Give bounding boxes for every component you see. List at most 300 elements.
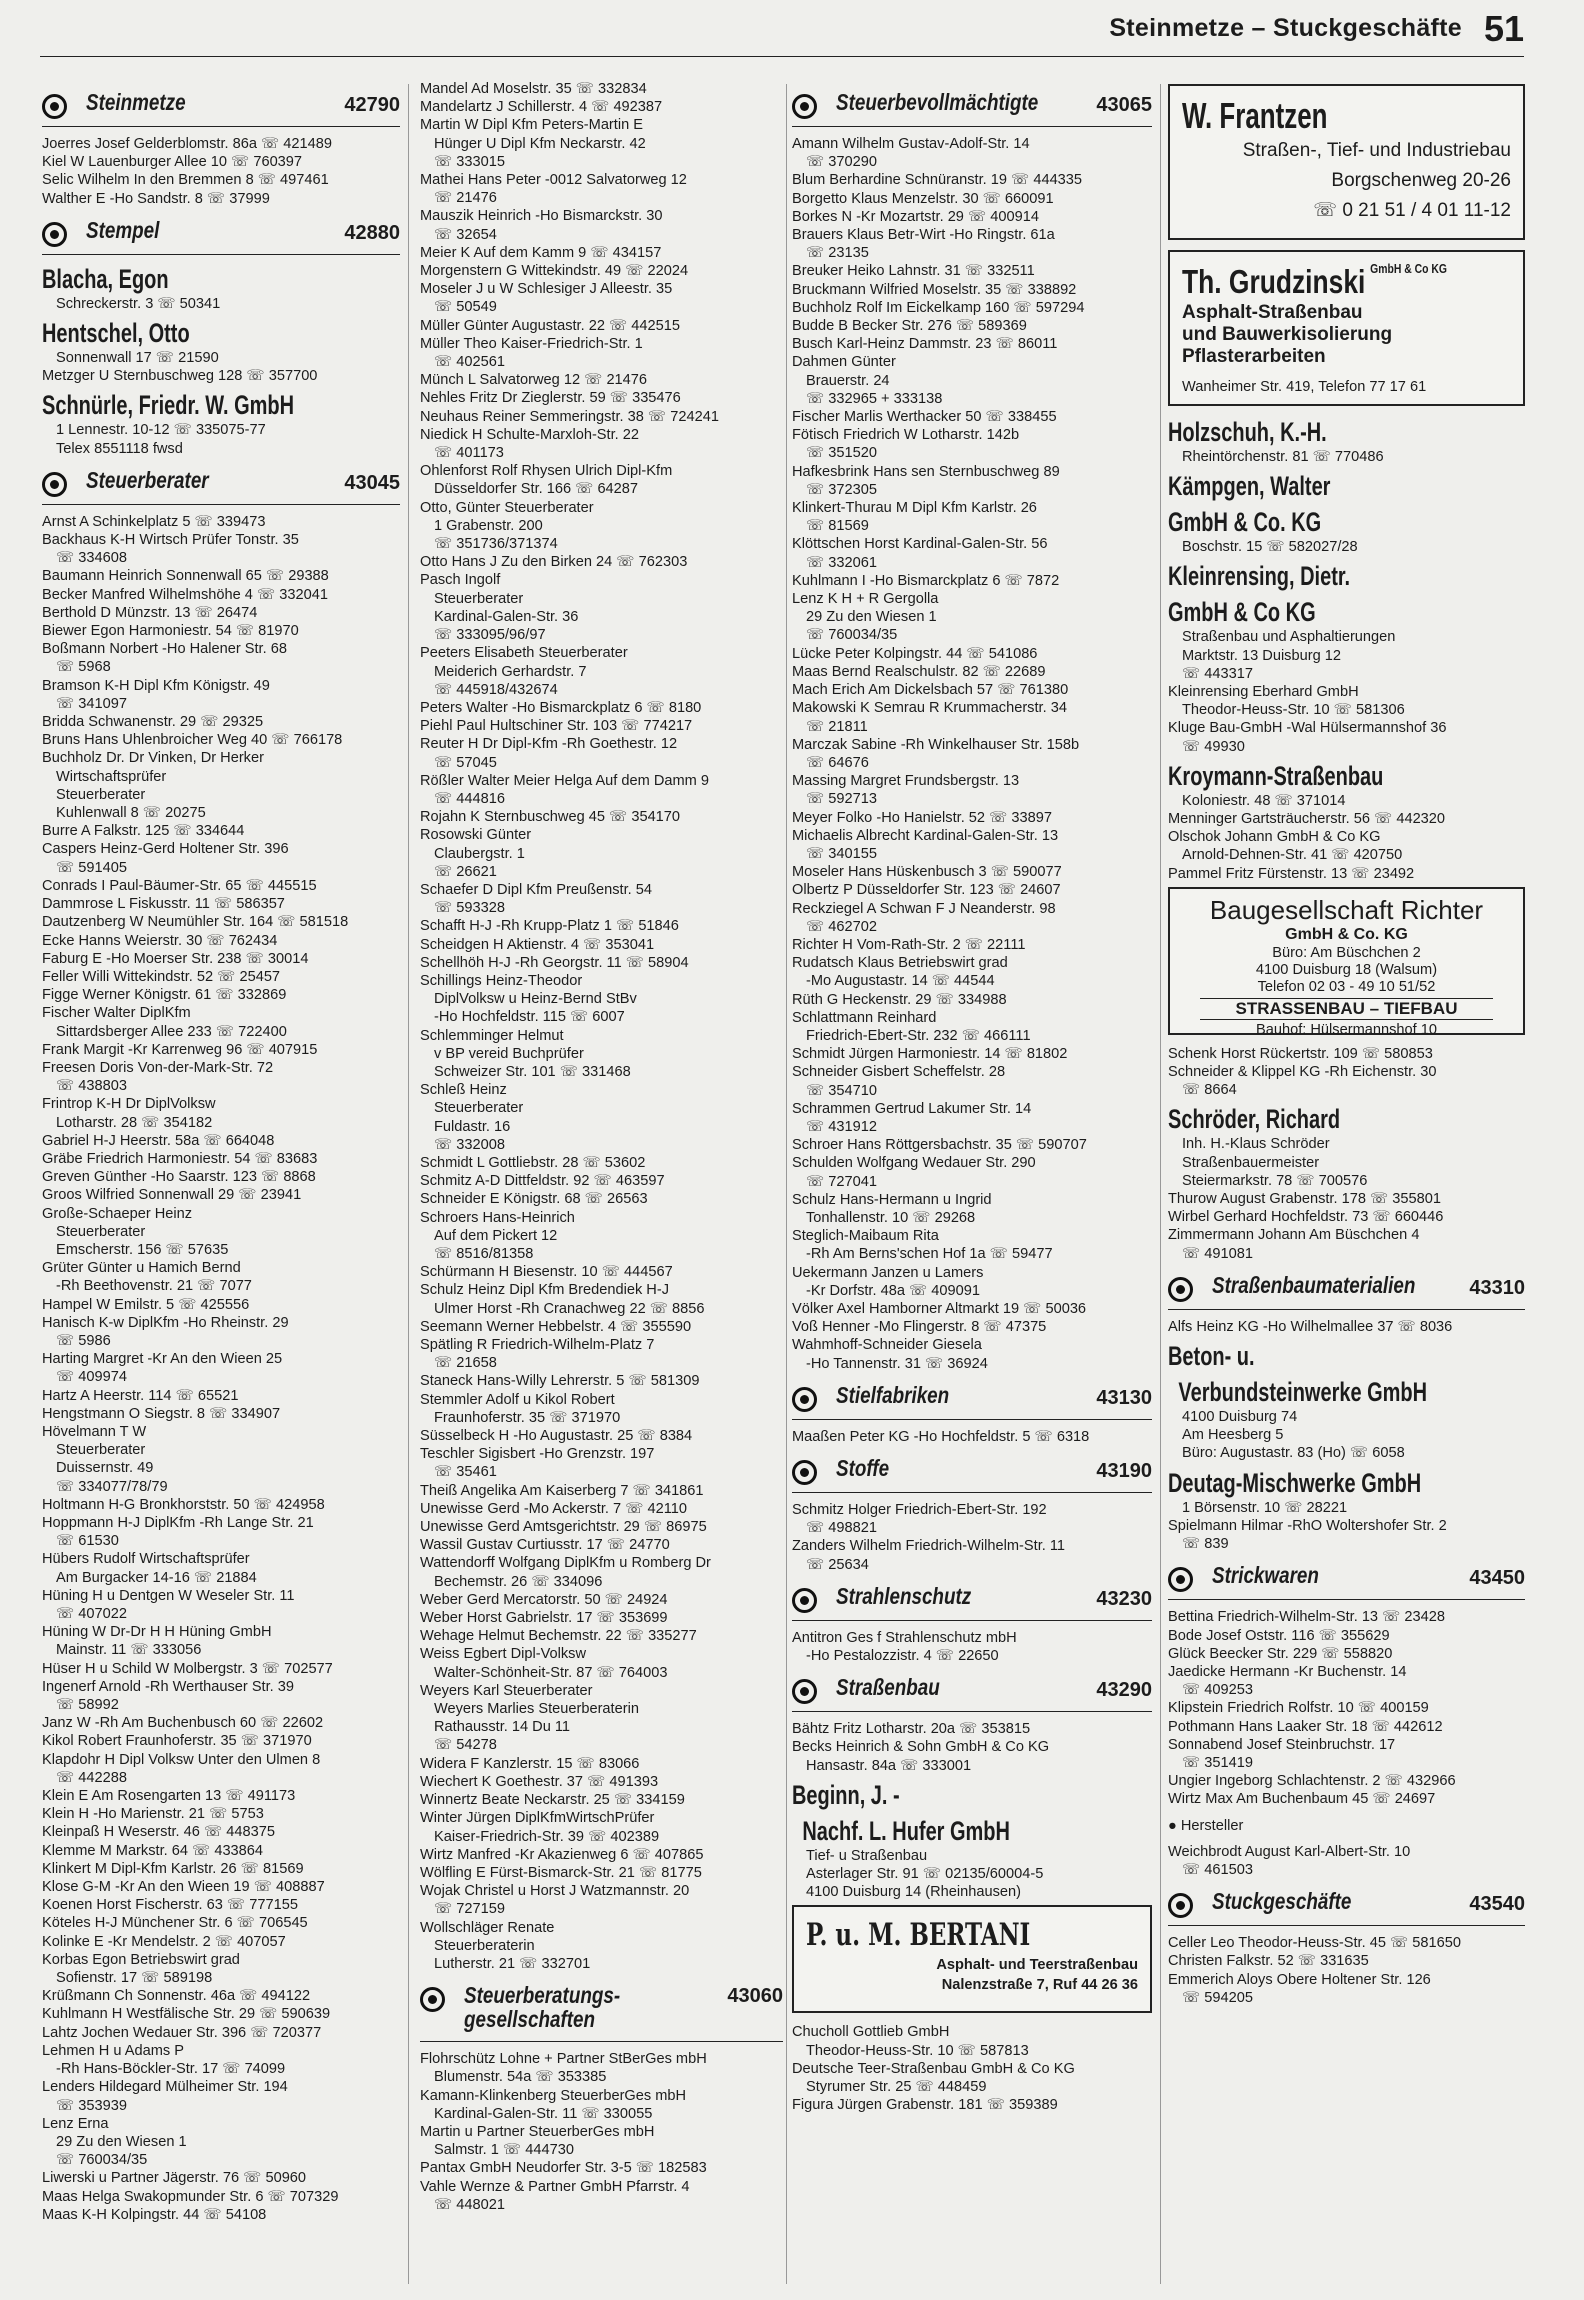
listing-entry: Becker Manfred Wilhelmshöhe 4 ☏ 332041 [42, 586, 328, 603]
listing-entry: Weichbrodt August Karl-Albert-Str. 10 [1168, 1843, 1411, 1860]
listing-entry: Winter Jürgen DiplKfmWirtschPrüfer [420, 1810, 655, 1827]
listing-entry: Rojahn K Sternbuschweg 45 ☏ 354170 [420, 809, 681, 826]
listing-entry: Theodor-Heuss-Str. 10 ☏ 587813 [806, 2042, 1029, 2059]
listing-entry: Schürmann H Biesenstr. 10 ☏ 444567 [420, 1264, 673, 1281]
section-bullet-icon [42, 222, 67, 247]
listing-entry: Pothmann Hans Laaker Str. 18 ☏ 442612 [1168, 1718, 1443, 1735]
listing-entry: ☏ 23135 [806, 245, 869, 262]
listing-entry: Steuerberaterin [434, 1937, 535, 1954]
listing-entry: Bridda Schwanenstr. 29 ☏ 29325 [42, 714, 264, 731]
listing-entry: Hübers Rudolf Wirtschaftsprüfer [42, 1551, 250, 1568]
listing-entry: Wassil Gustav Curtiusstr. 17 ☏ 24770 [420, 1537, 670, 1554]
listing-entry: DiplVolksw u Heinz-Bernd StBv [434, 991, 637, 1008]
listing-entry: ☏ 58992 [56, 1697, 119, 1714]
listing-entry: Brauers Klaus Betr-Wirt -Ho Ringstr. 61a [792, 227, 1055, 244]
listing-entry: ☏ 443317 [1182, 665, 1254, 682]
listing-entry: Unewisse Gerd Amtsgerichtstr. 29 ☏ 86975 [420, 1519, 707, 1536]
section-code: 43230 [1096, 1587, 1152, 1610]
listing-entry: Hampel W Emilstr. 5 ☏ 425556 [42, 1296, 250, 1313]
listing-entry: Rosowski Günter [420, 827, 532, 844]
listing-entry: Fischer Walter DiplKfm [42, 1005, 191, 1022]
page-number: 51 [1483, 8, 1524, 49]
listing-entry: Bruckmann Wilfried Moselstr. 35 ☏ 338892 [792, 281, 1077, 298]
section-title: Straßenbaumaterialien [1212, 1271, 1416, 1298]
listing-entry: ☏ 21811 [806, 718, 868, 735]
listing-entry: Martin W Dipl Kfm Peters-Martin E [420, 117, 643, 134]
listing-entry: 1 Grabenstr. 200 [434, 517, 543, 534]
listing-entry: ☏ 351736/371374 [434, 536, 558, 553]
section-title: Stoffe [836, 1455, 890, 1482]
section-code: 43130 [1096, 1386, 1152, 1409]
section-bullet-icon [1168, 1277, 1193, 1302]
listing-entry: Theodor-Heuss-Str. 10 ☏ 581306 [1182, 702, 1405, 719]
advert-line: Büro: Am Büschchen 2 [1272, 944, 1421, 961]
listing-entry: Richter H Vom-Rath-Str. 2 ☏ 22111 [792, 936, 1026, 953]
listing-entry: Inh. H.-Klaus Schröder [1182, 1136, 1330, 1153]
listing-entry: Christen Falkstr. 52 ☏ 331635 [1168, 1953, 1369, 1970]
listing-entry: ☏ 21658 [434, 1355, 497, 1372]
listing-entry: Lotharstr. 28 ☏ 354182 [56, 1114, 213, 1131]
listing-entry: Grüter Günter u Hamich Bernd [42, 1260, 241, 1277]
listing-entry: Ohlenforst Rolf Rhysen Ulrich Dipl-Kfm [420, 463, 673, 480]
listing-entry: 29 Zu den Wiesen 1 [806, 609, 937, 626]
listing-entry: Teschler Sigisbert -Ho Grenzstr. 197 [420, 1446, 655, 1463]
listing-entry: Telex 8551118 fwsd [56, 440, 183, 457]
section-code: 42790 [344, 94, 400, 116]
listing-entry: Klemme M Markstr. 64 ☏ 433864 [42, 1842, 264, 1859]
section-header [792, 1452, 1152, 1493]
advert-legal-form: GmbH & Co. KG [1285, 925, 1408, 943]
listing-entry: Frintrop K-H Dr DiplVolksw [42, 1096, 216, 1113]
bold-listing: Kleinrensing, Dietr. [1168, 561, 1351, 592]
listing-entry: ☏ 594205 [1182, 1989, 1254, 2006]
column-divider [408, 84, 409, 2284]
listing-entry: Breuker Heiko Lahnstr. 31 ☏ 332511 [792, 263, 1035, 280]
listing-entry: Scheidgen H Aktienstr. 4 ☏ 353041 [420, 936, 655, 953]
listing-entry: Schlattmann Reinhard [792, 1009, 937, 1026]
listing-entry: Selic Wilhelm In den Bremmen 8 ☏ 497461 [42, 172, 329, 189]
listing-entry: -Ho Tannenstr. 31 ☏ 36924 [806, 1355, 988, 1372]
listing-entry: ☏ 340155 [806, 845, 878, 862]
listing-entry: Blum Berhardine Schnüranstr. 19 ☏ 444335 [792, 172, 1083, 189]
listing-entry: Schreckerstr. 3 ☏ 50341 [56, 295, 221, 312]
listing-entry: ☏ 64676 [806, 754, 869, 771]
listing-entry: Hanisch K-w DiplKfm -Ho Rheinstr. 29 [42, 1314, 289, 1331]
listing-entry: -Mo Augustastr. 14 ☏ 44544 [806, 973, 995, 990]
advert-line: Borgschenweg 20-26 [1331, 170, 1511, 191]
listing-entry: Neuhaus Reiner Semmeringstr. 38 ☏ 724241 [420, 408, 719, 425]
listing-entry: Spielmann Hilmar -RhO Woltershofer Str. 2 [1168, 1517, 1447, 1534]
listing-entry: ☏ 431912 [806, 1118, 878, 1135]
advert-bertani [792, 1905, 1152, 2013]
listing-entry: Gräbe Friedrich Harmoniestr. 54 ☏ 83683 [42, 1150, 318, 1167]
listing-entry: Wirbel Gerhard Hochfeldstr. 73 ☏ 660446 [1168, 1209, 1444, 1226]
listing-entry: Wirtz Max Am Buchenbaum 45 ☏ 24697 [1168, 1791, 1436, 1808]
listing-entry: Marktstr. 13 Duisburg 12 [1182, 647, 1341, 664]
listing-entry: 4100 Duisburg 14 (Rheinhausen) [806, 1884, 1021, 1901]
advert-name-row [1182, 262, 1445, 302]
listing-entry: Dautzenberg W Neumühler Str. 164 ☏ 581518 [42, 914, 349, 931]
listing-entry: Voß Henner -Mo Flingerstr. 8 ☏ 47375 [792, 1319, 1047, 1336]
column-divider [1160, 84, 1161, 2284]
listing-entry: ☏ 334077/78/79 [56, 1478, 168, 1495]
listing-entry: Sofienstr. 17 ☏ 589198 [56, 1970, 213, 1987]
listing-entry: ☏ 332965 + 333138 [806, 390, 943, 407]
listing-entry: Jaedicke Hermann -Kr Buchenstr. 14 [1168, 1663, 1407, 1680]
section-bullet-icon [1168, 1567, 1193, 1592]
column-2 [420, 80, 783, 2285]
listing-entry: Kardinal-Galen-Str. 36 [434, 608, 579, 625]
listing-entry: ☏ 442288 [56, 1769, 128, 1786]
advert-richter [1168, 887, 1525, 1038]
listing-entry: Emmerich Aloys Obere Holtener Str. 126 [1168, 1971, 1431, 1988]
listing-entry: ☏ 727041 [806, 1173, 878, 1190]
listing-entry: Schleß Heinz [420, 1082, 507, 1099]
section-code: 43540 [1469, 1893, 1525, 1916]
bold-listing: Beton- u. [1168, 1341, 1255, 1372]
listing-entry: Schellhöh H-J -Rh Georgstr. 11 ☏ 58904 [420, 954, 689, 971]
listing-entry: Mandel Ad Moselstr. 35 ☏ 332834 [420, 81, 647, 97]
listing-entry: Flohrschütz Lohne + Partner StBerGes mbH [420, 2051, 707, 2068]
listing-entry: Bähtz Fritz Lotharstr. 20a ☏ 353815 [792, 1721, 1031, 1738]
listing-entry: Baumann Heinrich Sonnenwall 65 ☏ 29388 [42, 568, 329, 585]
listing-entry: Walter-Schönheit-Str. 87 ☏ 764003 [434, 1664, 668, 1681]
listing-entry: Lahtz Jochen Wedauer Str. 396 ☏ 720377 [42, 2024, 322, 2041]
section-bullet-icon [1168, 1893, 1193, 1918]
listing-entry: Rüth G Heckenstr. 29 ☏ 334988 [792, 991, 1007, 1008]
listing-entry: Fraunhoferstr. 35 ☏ 371970 [434, 1409, 621, 1426]
section-code: 42880 [344, 221, 400, 244]
listing-entry: ☏ 332008 [434, 1136, 506, 1153]
listing-entry: ☏ 5986 [56, 1332, 111, 1349]
listing-entry: Spätling R Friedrich-Wilhelm-Platz 7 [420, 1337, 655, 1354]
listing-entry: Völker Axel Hamborner Altmarkt 19 ☏ 50036 [792, 1301, 1087, 1317]
advert-name: Th. Grudzinski [1182, 263, 1366, 300]
section-header [1168, 1885, 1525, 1926]
listing-entry: Theiß Angelika Am Kaiserberg 7 ☏ 341861 [420, 1482, 704, 1499]
listing-entry: Steuerberater [56, 1442, 146, 1459]
listing-entry: ☏ 50549 [434, 299, 497, 316]
listing-entry: Schmidt Jürgen Harmoniestr. 14 ☏ 81802 [792, 1046, 1068, 1063]
listing-entry: Große-Schaeper Heinz [42, 1205, 193, 1222]
section-header [1168, 1559, 1525, 1600]
listing-entry: Martin u Partner SteuerberGes mbH [420, 2123, 655, 2140]
listing-entry: Klose G-M -Kr An den Wieen 19 ☏ 408887 [42, 1879, 325, 1896]
listing-entry: Tief- u Straßenbau [806, 1847, 928, 1864]
advert-trade: STRASSENBAU – TIEFBAU [1200, 998, 1493, 1020]
listing-entry: -Rh Am Berns'schen Hof 1a ☏ 59477 [806, 1246, 1053, 1263]
advert-line: Asphalt- und Teerstraßenbau [936, 1957, 1138, 1974]
listing-entry: Pasch Ingolf [420, 572, 501, 589]
listing-entry: Peters Walter -Ho Bismarckplatz 6 ☏ 8180 [420, 699, 702, 716]
listing-entry: Kuhlmann I -Ho Bismarckplatz 6 ☏ 7872 [792, 572, 1060, 589]
listing-entry: Klein H -Ho Marienstr. 21 ☏ 5753 [42, 1806, 264, 1823]
advert-name: P. u. M. BERTANI [806, 1917, 1031, 1954]
listing-entry: Hüning H u Dentgen W Weseler Str. 11 [42, 1587, 295, 1604]
listing-entry: Rößler Walter Meier Helga Auf dem Damm 9 [420, 772, 709, 789]
listing-entry: Winnertz Beate Neckarstr. 25 ☏ 334159 [420, 1792, 685, 1809]
listing-entry: Arnold-Dehnen-Str. 41 ☏ 420750 [1182, 847, 1403, 864]
listing-entry: Menninger Gartsträucherstr. 56 ☏ 442320 [1168, 811, 1446, 828]
listing-entry: Lenz K H + R Gergolla [792, 591, 939, 608]
listing-entry: Makowski K Semrau R Krummacherstr. 34 [792, 700, 1067, 717]
bold-listing: Beginn, J. - [792, 1779, 900, 1810]
listing-entry: Greven Günther -Ho Saarstr. 123 ☏ 8868 [42, 1169, 316, 1186]
listing-entry: ☏ 409253 [1182, 1682, 1254, 1699]
section-bullet-icon [792, 1679, 817, 1704]
listing-entry: Fuldastr. 16 [434, 1118, 511, 1135]
listing-entry: -Kr Dorfstr. 48a ☏ 409091 [806, 1282, 980, 1299]
listing-entry: Rheintörchenstr. 81 ☏ 770486 [1182, 449, 1384, 465]
listing-entry: Wahmhoff-Schneider Giesela [792, 1337, 982, 1354]
listing-entry: Kolinke E -Kr Mendelstr. 2 ☏ 407057 [42, 1933, 286, 1950]
listing-entry: Hüning W Dr-Dr H H Hüning GmbH [42, 1624, 272, 1641]
section-header [792, 86, 1152, 127]
listing-entry: Moseler Hans Hüskenbusch 3 ☏ 590077 [792, 864, 1062, 881]
listing-entry: Bechemstr. 26 ☏ 334096 [434, 1573, 603, 1590]
listing-entry: Kuhlenwall 8 ☏ 20275 [56, 805, 206, 822]
advert-line: Pflasterarbeiten [1182, 346, 1326, 367]
listing-entry: ☏ 370290 [806, 154, 878, 171]
section-code: 43190 [1096, 1460, 1152, 1483]
section-header [42, 86, 400, 127]
listing-entry: Schweizer Str. 101 ☏ 331468 [434, 1063, 631, 1080]
listing-entry: Stemmler Adolf u Kikol Robert [420, 1391, 615, 1408]
listing-entry: Lenders Hildegard Mülheimer Str. 194 [42, 2079, 288, 2096]
listing-entry: Am Burgacker 14-16 ☏ 21884 [56, 1569, 257, 1586]
listing-entry: Bode Josef Oststr. 116 ☏ 355629 [1168, 1627, 1390, 1644]
advert-line: 4100 Duisburg 18 (Walsum) [1255, 961, 1438, 978]
bold-listing: GmbH & Co. KG [1168, 507, 1322, 538]
listing-entry: Dammrose L Fiskusstr. 11 ☏ 586357 [42, 896, 285, 913]
listing-entry: Sonnabend Josef Steinbruchstr. 17 [1168, 1736, 1396, 1753]
advert-line: und Bauwerkisolierung [1182, 324, 1393, 345]
advert-line: Bauhof: Hülsermannshof 10 [1256, 1021, 1437, 1038]
listing-entry: Zanders Wilhelm Friedrich-Wilhelm-Str. 11 [792, 1538, 1066, 1555]
listing-entry: ☏ 35461 [434, 1464, 497, 1481]
listing-entry: Klöttschen Horst Kardinal-Galen-Str. 56 [792, 536, 1048, 553]
column-4 [1168, 80, 1525, 2285]
listing-entry: Borgetto Klaus Menzelstr. 30 ☏ 660091 [792, 190, 1054, 207]
listing-entry: Kleinpaß H Weserstr. 46 ☏ 448375 [42, 1824, 275, 1841]
listing-entry: Amann Wilhelm Gustav-Adolf-Str. 14 [792, 136, 1030, 152]
listing-entry: ☏ 462702 [806, 918, 878, 935]
listing-entry: Glück Beecker Str. 229 ☏ 558820 [1168, 1645, 1393, 1662]
listing-entry: Auf dem Pickert 12 [434, 1227, 558, 1244]
listing-entry: Maas Bernd Realschulstr. 82 ☏ 22689 [792, 663, 1046, 680]
listing-entry: Wiechert K Goethestr. 37 ☏ 491393 [420, 1773, 659, 1790]
section-title: Steinmetze [86, 89, 186, 115]
listing-entry: -Rh Beethovenstr. 21 ☏ 7077 [56, 1278, 252, 1295]
listing-entry: Straßenbau und Asphaltierungen [1182, 629, 1396, 646]
listing-entry: Lutherstr. 21 ☏ 332701 [434, 1955, 591, 1972]
listing-entry: Liwerski u Partner Jägerstr. 76 ☏ 50960 [42, 2170, 307, 2187]
listing-entry: ☏ 372305 [806, 481, 878, 498]
listing-entry: Gabriel H-J Heerstr. 58a ☏ 664048 [42, 1132, 275, 1149]
listing-entry: 1 Börsenstr. 10 ☏ 28221 [1182, 1499, 1348, 1516]
listing-entry: ☏ 591405 [56, 859, 128, 876]
listing-entry: Steuerberater [434, 1100, 524, 1117]
listing-entry: ☏ 760034/35 [806, 627, 898, 644]
listing-entry: Moseler J u W Schlesiger J Alleestr. 35 [420, 281, 673, 298]
column-1 [42, 80, 400, 2285]
listing-entry: Niedick H Schulte-Marxloh-Str. 22 [420, 426, 639, 443]
listing-entry: ☏ 354710 [806, 1082, 878, 1099]
listing-entry: 1 Lennestr. 10-12 ☏ 335075-77 [56, 422, 266, 439]
section-title: Steuerberater [86, 466, 209, 493]
listing-entry: Steiermarkstr. 78 ☏ 700576 [1182, 1172, 1368, 1189]
listing-entry: Tonhallenstr. 10 ☏ 29268 [806, 1209, 976, 1226]
listing-entry: Kardinal-Galen-Str. 11 ☏ 330055 [434, 2105, 653, 2122]
listing-entry: Chucholl Gottlieb GmbH [792, 2024, 950, 2041]
advert-address: Wanheimer Str. 419, Telefon 77 17 61 [1182, 379, 1427, 395]
listing-entry: Ulmer Horst -Rh Cranachweg 22 ☏ 8856 [434, 1300, 705, 1317]
section-title: Stielfabriken [836, 1381, 950, 1408]
listing-entry: Buchholz Dr. Dr Vinken, Dr Herker [42, 750, 264, 767]
listing-entry: Styrumer Str. 25 ☏ 448459 [806, 2079, 987, 2096]
listing-entry: Meiderich Gerhardstr. 7 [434, 663, 587, 680]
listing-entry: Boßmann Norbert -Ho Halener Str. 68 [42, 641, 287, 658]
listing-entry: ☏ 448021 [434, 2196, 506, 2213]
listing-entry: Schneider Gisbert Scheffelstr. 28 [792, 1064, 1006, 1081]
listing-entry: ☏ 592713 [806, 791, 878, 808]
column-divider [786, 84, 787, 2284]
listing-entry: Massing Margret Frundsbergstr. 13 [792, 773, 1020, 790]
listing-entry: Hünger U Dipl Kfm Neckarstr. 42 [434, 135, 646, 152]
listing-entry: 29 Zu den Wiesen 1 [56, 2133, 187, 2150]
listing-entry: Wattendorff Wolfgang DiplKfm u Romberg Dr [420, 1555, 711, 1572]
listing-entry: Büro: Augustastr. 83 (Ho) ☏ 6058 [1182, 1445, 1405, 1462]
listing-entry: ☏ 839 [1182, 1536, 1229, 1553]
listing-entry: v BP vereid Buchprüfer [434, 1045, 584, 1062]
listing-entry: Pammel Fritz Fürstenstr. 13 ☏ 23492 [1168, 865, 1415, 882]
listing-entry: ☏ 593328 [434, 900, 506, 917]
listing-entry: Klapdohr H Dipl Volksw Unter den Ulmen 8 [42, 1751, 321, 1768]
section-code: 43065 [1096, 94, 1152, 116]
listing-entry: Kuhlmann H Westfälische Str. 29 ☏ 590639 [42, 2006, 331, 2023]
listing-entry: Frank Margit -Kr Karrenweg 96 ☏ 407915 [42, 1041, 318, 1058]
listing-entry: ☏ 333095/96/97 [434, 627, 546, 644]
listing-entry: ☏ 438803 [56, 1078, 128, 1095]
listing-entry: ☏ 26621 [434, 863, 497, 880]
listing-entry: -Rh Hans-Böckler-Str. 17 ☏ 74099 [56, 2061, 286, 2078]
advert-legal-form: GmbH & Co KG [1370, 261, 1447, 276]
manufacturer-note: ● Hersteller [1168, 1817, 1244, 1834]
listing-entry: ☏ 341097 [56, 695, 128, 712]
listing-entry: Schrammen Gertrud Lakumer Str. 14 [792, 1100, 1032, 1117]
listing-entry: Steuerberater [56, 1223, 146, 1240]
listing-entry: Hafkesbrink Hans sen Sternbuschweg 89 [792, 463, 1060, 480]
listing-entry: Münch L Salvatorweg 12 ☏ 21476 [420, 372, 648, 389]
listing-entry: Kleinrensing Eberhard GmbH [1168, 684, 1359, 701]
section-bullet-icon [420, 1987, 445, 2012]
listing-entry: Schmitz A-D Dittfeldstr. 92 ☏ 463597 [420, 1173, 665, 1190]
advert-phone: ☏ 0 21 51 / 4 01 11-12 [1313, 200, 1511, 221]
listing-entry: Steglich-Maibaum Rita [792, 1228, 939, 1245]
section-header [42, 214, 400, 255]
listing-entry: Wirtz Manfred -Kr Akazienweg 6 ☏ 407865 [420, 1846, 704, 1863]
advert-line: Telefon 02 03 - 49 10 51/52 [1257, 978, 1436, 995]
listing-entry: Mach Erich Am Dickelsbach 57 ☏ 761380 [792, 682, 1069, 699]
section-bullet-icon [792, 1387, 817, 1412]
listing-entry: Peeters Elisabeth Steuerberater [420, 645, 628, 662]
listing-entry: Schulz Hans-Hermann u Ingrid [792, 1191, 992, 1208]
bold-listing: Blacha, Egon [42, 263, 169, 294]
section-header [792, 1379, 1152, 1420]
listing-entry: ☏ 21476 [434, 190, 497, 207]
listing-entry: Weber Gerd Mercatorstr. 50 ☏ 24924 [420, 1591, 668, 1608]
listing-entry: Hartz A Heerstr. 114 ☏ 65521 [42, 1387, 239, 1404]
listing-entry: Steuerberater [434, 590, 524, 607]
listing-entry: ☏ 409974 [56, 1369, 128, 1386]
section-code: 43310 [1469, 1276, 1525, 1299]
listing-entry: Widera F Kanzlerstr. 15 ☏ 83066 [420, 1755, 640, 1772]
listing-entry: Mainstr. 11 ☏ 333056 [56, 1642, 202, 1659]
listing-entry: Berthold D Münzstr. 13 ☏ 26474 [42, 604, 258, 621]
section-code: 43045 [344, 471, 400, 494]
listing-entry: Schlemminger Helmut [420, 1027, 564, 1044]
listing-entry: ☏ 61530 [56, 1533, 119, 1550]
listing-entry: Reckziegel A Schwan F J Neanderstr. 98 [792, 900, 1056, 917]
column-3 [792, 80, 1152, 2285]
listing-entry: Wölfling E Fürst-Bismarck-Str. 21 ☏ 81775 [420, 1864, 702, 1881]
listing-entry: ☏ 81569 [806, 518, 869, 535]
section-header [420, 1979, 783, 2042]
listing-entry: Schenk Horst Rückertstr. 109 ☏ 580853 [1168, 1045, 1433, 1062]
listing-entry: Kluge Bau-GmbH -Wal Hülsermannshof 36 [1168, 720, 1447, 737]
listing-entry: Schroer Hans Röttgersbachstr. 35 ☏ 590707 [792, 1137, 1087, 1154]
listing-entry: Asterlager Str. 91 ☏ 02135/60004-5 [806, 1866, 1044, 1883]
listing-entry: ☏ 760034/35 [56, 2152, 148, 2169]
listing-entry: Am Heesberg 5 [1182, 1427, 1284, 1444]
section-bullet-icon [792, 1460, 817, 1485]
listing-entry: Hengstmann O Siegstr. 8 ☏ 334907 [42, 1405, 281, 1422]
listing-entry: ☏ 407022 [56, 1606, 128, 1623]
section-bullet-icon [42, 94, 67, 119]
listing-entry: Olschok Johann GmbH & Co KG [1168, 829, 1381, 846]
listing-entry: Vahle Wernze & Partner GmbH Pfarrstr. 4 [420, 2178, 690, 2195]
listing-entry: ☏ 57045 [434, 754, 497, 771]
listing-entry: Unewisse Gerd -Mo Ackerstr. 7 ☏ 42110 [420, 1500, 687, 1517]
section-code: 43060 [727, 1985, 783, 2008]
bold-listing: Kroymann-Straßenbau [1168, 760, 1384, 791]
listing-entry: Köteles H-J Münchener Str. 6 ☏ 706545 [42, 1915, 308, 1932]
bold-listing: Deutag-Mischwerke GmbH [1168, 1467, 1422, 1498]
bold-listing: Holzschuh, K.-H. [1168, 417, 1327, 447]
section-title [464, 1983, 620, 2031]
listing-entry: Metzger U Sternbuschweg 128 ☏ 357700 [42, 368, 318, 385]
listing-entry: Sonnenwall 17 ☏ 21590 [56, 350, 219, 367]
listing-entry: Schneider & Klippel KG -Rh Eichenstr. 30 [1168, 1064, 1437, 1081]
listing-entry: Kikol Robert Fraunhoferstr. 35 ☏ 371970 [42, 1733, 312, 1750]
listing-entry: Süsselbeck H -Ho Augustastr. 25 ☏ 8384 [420, 1428, 693, 1445]
listing-entry: Wojak Christel u Horst J Watzmannstr. 20 [420, 1883, 690, 1900]
bold-listing: Kämpgen, Walter [1168, 471, 1331, 502]
listing-entry: Boschstr. 15 ☏ 582027/28 [1182, 539, 1358, 556]
listing-entry: Weyers Marlies Steuerberaterin [434, 1701, 639, 1718]
listing-entry: Freesen Doris Von-der-Mark-Str. 72 [42, 1059, 274, 1076]
advert-name: W. Frantzen [1182, 95, 1328, 136]
listing-entry: Wollschläger Renate [420, 1919, 555, 1936]
listing-entry: Alfs Heinz KG -Ho Wilhelmallee 37 ☏ 8036 [1168, 1318, 1453, 1335]
listing-entry: Fötisch Friedrich W Lotharstr. 142b [792, 427, 1020, 444]
listing-entry: ☏ 444816 [434, 790, 506, 807]
listing-entry: -Ho Hochfeldstr. 115 ☏ 6007 [434, 1009, 625, 1026]
bold-listing: Verbundsteinwerke GmbH [1178, 1377, 1428, 1408]
section-title-line: gesellschaften [464, 2006, 596, 2033]
listing-entry: Wirtschaftsprüfer [56, 768, 167, 785]
listing-entry: Schmidt L Gottliebstr. 28 ☏ 53602 [420, 1154, 646, 1171]
